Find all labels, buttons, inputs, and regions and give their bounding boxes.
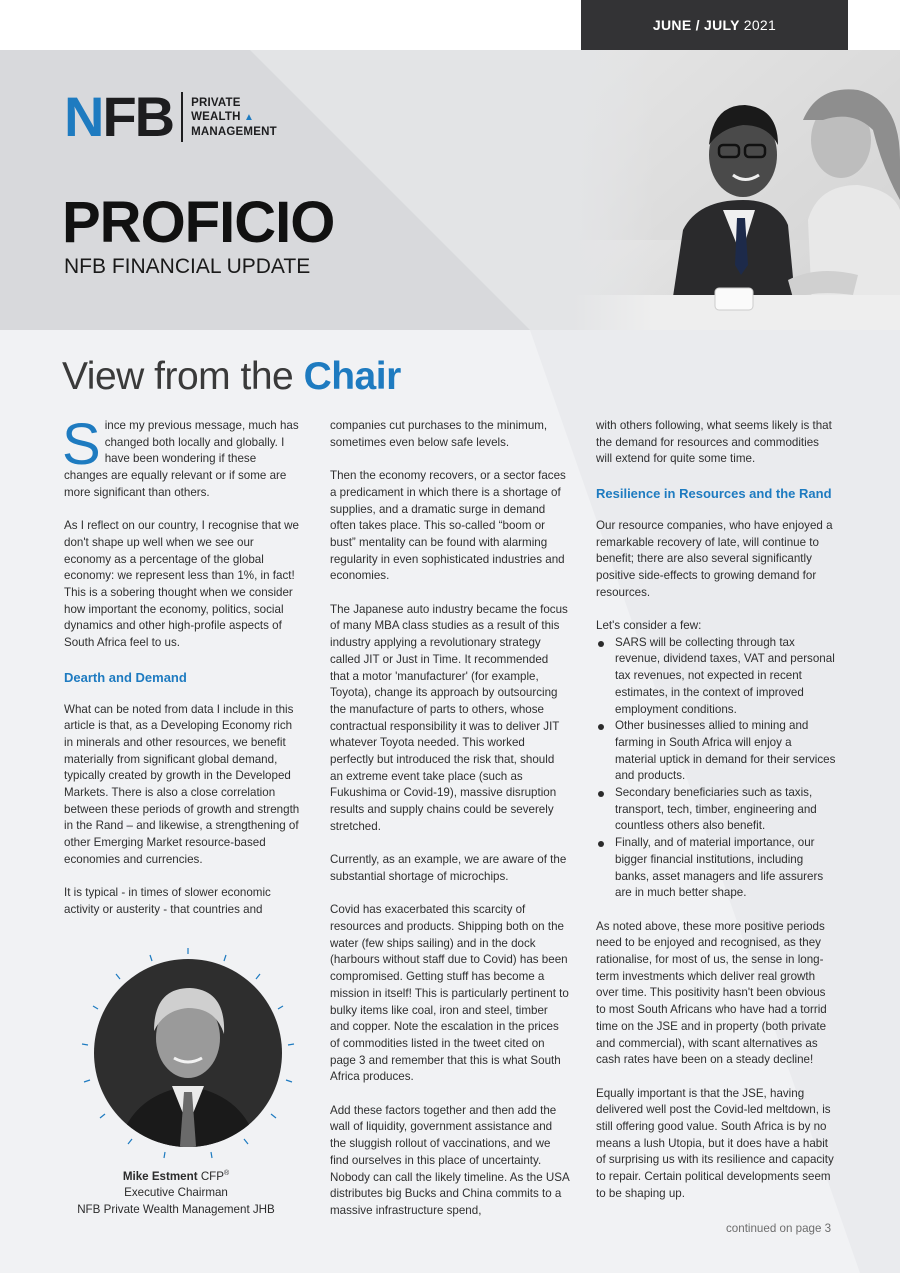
paragraph: Currently, as an example, we are aware of the substantial shortage of microchips. [330, 853, 567, 883]
logo-wordmark [64, 85, 174, 148]
logo-letter-n: N [64, 85, 103, 148]
logo-line-wealth-text: WEALTH [191, 110, 241, 123]
author-credential: CFP [200, 1169, 224, 1183]
logo-letters-fb: FB [102, 85, 174, 148]
logo-line-private: PRIVATE [191, 96, 241, 109]
paragraph: As noted above, these more positive periods need to be enjoyed and recognised, as they rationalise, for most of us, the sense in long-term investments which deliver real growth over time. This positivity hasn't been obvious to most South Africans who have had a torrid time on the JSE and in property (both private and commercial), with scant alternatives as cash rates have been on a steady decline! [596, 919, 827, 1067]
logo-line-management: MANAGEMENT [191, 125, 277, 138]
issue-date-bar [581, 0, 848, 50]
author-role: Executive Chairman [124, 1186, 228, 1200]
publication-subtitle: NFB FINANCIAL UPDATE [64, 255, 311, 278]
author-name-line [64, 1166, 288, 1185]
paragraph-text: ince my previous message, much has changed both locally and globally. I have been wondering if these changes are equally relevant or if some are more significant than others. [64, 419, 299, 499]
publication-title: PROFICIO [62, 190, 335, 255]
logo-line-wealth [191, 110, 277, 125]
drop-cap: S [62, 412, 101, 477]
photo-fade-edge [573, 50, 900, 330]
paragraph: Equally important is that the JSE, having delivered well post the Covid-led meltdown, is still offering good value. South Africa is by no means a lush Utopia, but it does have a habit of surprising us with its resilience and capacity to repair. Certain political developments seem to be shaping up. [596, 1086, 834, 1200]
author-portrait [76, 946, 300, 1160]
paragraph: Let's consider a few: [596, 619, 702, 632]
author-organisation: NFB Private Wealth Management JHB [77, 1202, 275, 1216]
paragraph: with others following, what seems likely is that the demand for resources and commodities will extend for quite some time. [596, 419, 832, 466]
author-credential-mark: ® [224, 1170, 230, 1177]
article-column-1 [62, 412, 302, 935]
paragraph: Then the economy recovers, or a sector faces a predicament in which there is a shortage of supplies, and a dramatic surge in demand often takes place. This so-called “boom or bust” mentality can be found with alarming regularity in even sophisticated industries and economies. [330, 469, 566, 583]
article-heading-plain: View from the [62, 355, 294, 398]
nfb-logo [64, 85, 277, 148]
logo-divider [181, 92, 183, 142]
paragraph: Covid has exacerbated this scarcity of resources and products. Shipping both on the water (few ships sailing) and in the dock (harbours without staff due to Covid) has been compromised. Getting stuff has become a mission in itself! This is particularly pertinent to bulky items like coal, iron and steel, timber and copper. Note the escalation in the prices of commodities listed in the tweet cited on page 3 and remember that this is what South Africa produces. [330, 903, 569, 1084]
article-heading-accent: Chair [303, 355, 401, 398]
triangle-icon: ▲ [244, 111, 255, 123]
benefits-list [596, 635, 836, 902]
section-heading-resilience: Resilience in Resources and the Rand [596, 485, 832, 501]
paragraph: companies cut purchases to the minimum, sometimes even below safe levels. [330, 419, 548, 449]
continued-on-page-link[interactable]: continued on page 3 [726, 1222, 832, 1235]
issue-months: JUNE / JULY [652, 17, 740, 33]
section-heading-dearth-and-demand: Dearth and Demand [64, 669, 187, 685]
author-caption [64, 1166, 288, 1218]
list-item: Secondary beneficiaries such as taxis, transport, tech, timber, engineering and countless others also benefit. [596, 785, 836, 835]
author-name: Mike Estment [122, 1169, 198, 1183]
issue-year: 2021 [743, 17, 777, 33]
paragraph: As I reflect on our country, I recognise that we don't shape up well when we see our economy as a percentage of the global economy: we represent less than 1%, in fact! This is a sobering thought when we consider how important the economy, politics, social dynamics and other high-profile aspects of South Africa feel to us. [64, 519, 299, 650]
paragraph [62, 412, 302, 502]
logo-tagline [191, 96, 277, 139]
list-item: SARS will be collecting through tax revenue, dividend taxes, VAT and personal tax revenues, not expected in recent estimates, in the context of improved employment conditions. [596, 635, 836, 719]
article-column-2 [330, 418, 570, 1236]
article-heading [62, 355, 401, 399]
paragraph: Add these factors together and then add the wall of liquidity, government assistance and the sluggish rollout of vaccinations, and we find ourselves in this place of uncertainty. Nobody can call the likely timeline. As the USA distributes big Bucks and China commits to a massive infrastructure spend, [330, 1103, 570, 1217]
hero-photo [573, 50, 900, 330]
paragraph: The Japanese auto industry became the focus of many MBA class studies as a result of this industry applying a revolutionary strategy called JIT or Just in Time. It recommended that a motor 'manufacturer' (for example, Toyota), change its approach by outsourcing the manufacture of parts to others, whose contractual responsibility it was to deliver JIT whatever Toyota needed. This worked perfectly but introduced the risk that, should an extreme event take place (such as Fukushima or Covid-19), massive disruption results and supply chains could be severely stretched. [330, 602, 568, 833]
paragraph: Our resource companies, who have enjoyed a remarkable recovery of late, will continue to benefit; there are also several significantly positive side-effects to growing demand for resources. [596, 518, 833, 599]
paragraph: What can be noted from data I include in this article is that, as a Developing Economy rich in minerals and other resources, we benefit materially from significant global demand, typically created by growth in the Developed Markets. There is also a close correlation between these periods of growth and strength in the Rand – and likewise, a strengthening of other Emerging Market resource-based economies and currencies. [64, 702, 300, 866]
article-column-3 [596, 418, 836, 1219]
list-item: Finally, and of material importance, our bigger financial institutions, including banks, asset managers and life assurers are in much better shape. [596, 835, 836, 902]
list-item: Other businesses allied to mining and farming in South Africa will enjoy a material uptick in demand for their services and products. [596, 718, 836, 785]
paragraph: It is typical - in times of slower economic activity or austerity - that countries and [64, 886, 271, 916]
